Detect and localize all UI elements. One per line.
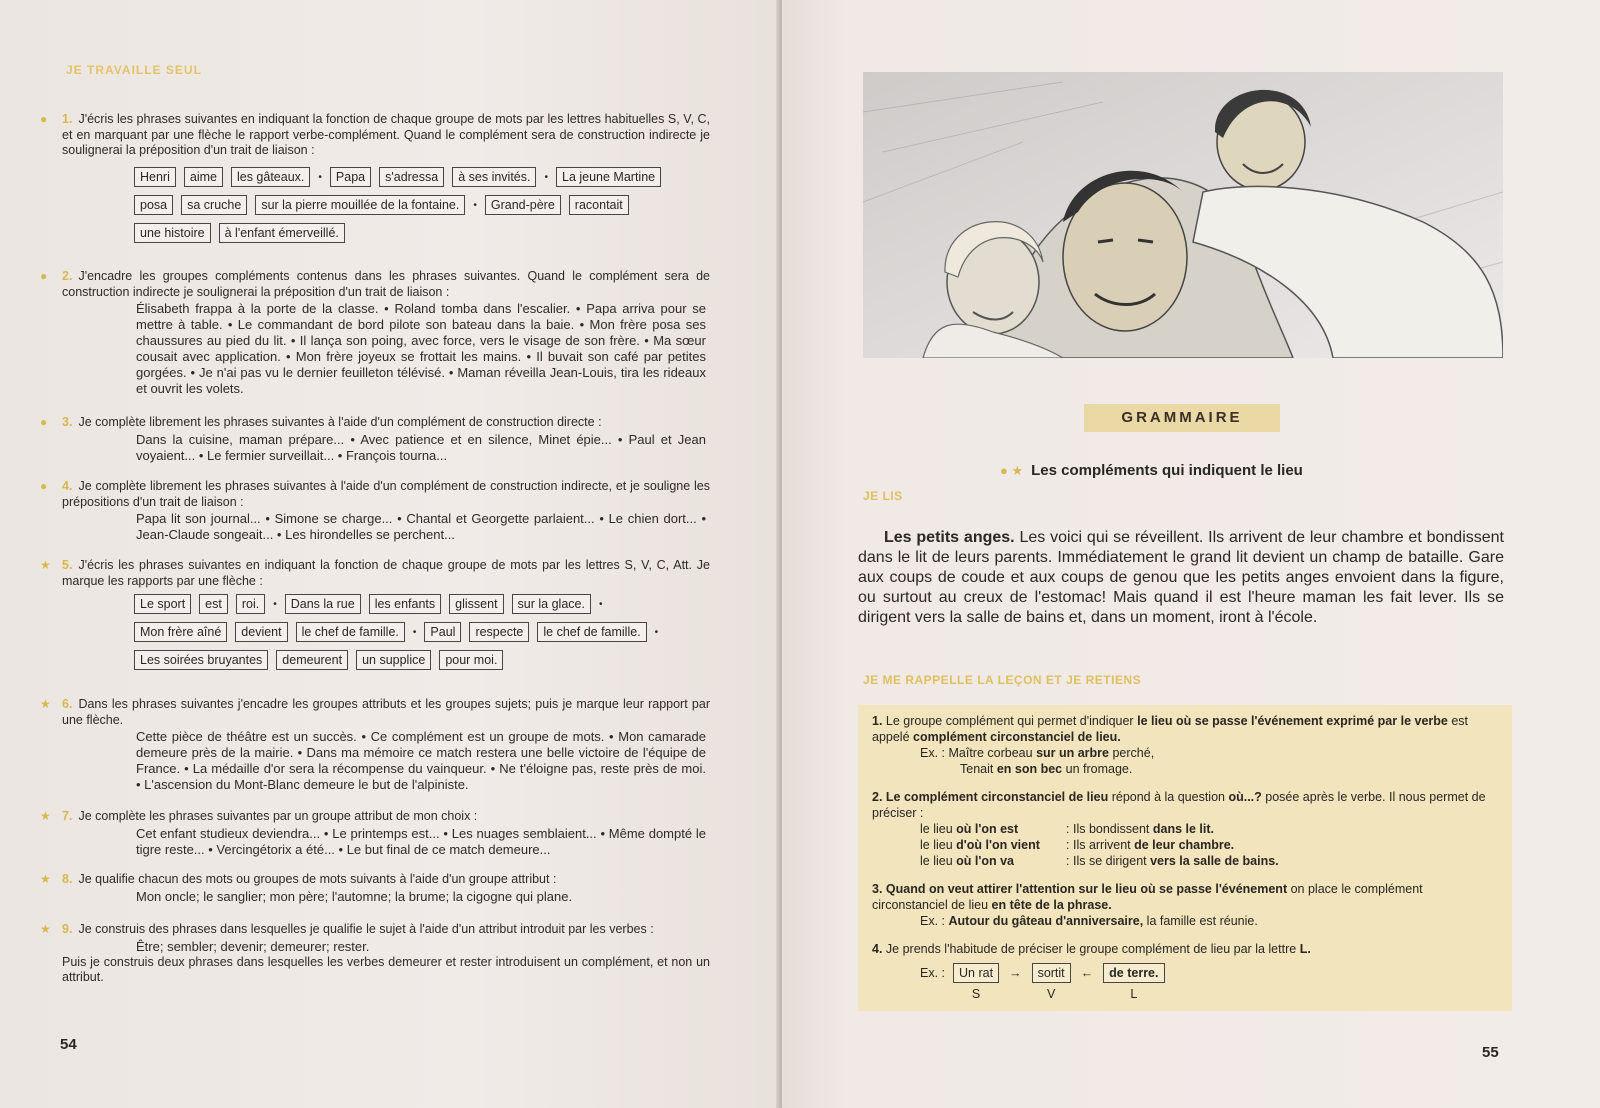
example-cell (953, 963, 999, 1002)
bullet-separator: • (654, 626, 659, 638)
word-box: Paul (424, 622, 461, 642)
exercise-body: Être; sembler; devenir; demeurer; rester. (136, 938, 370, 954)
box-row (134, 194, 704, 216)
word-box: glissent (449, 594, 503, 614)
word-box: est (199, 594, 228, 614)
exercise-3 (40, 415, 710, 464)
grammar-label: GRAMMAIRE (1084, 404, 1280, 432)
word-box: de terre. (1103, 963, 1164, 983)
bullet-dot-icon: ● (40, 269, 48, 283)
word-box: le chef de famille. (537, 622, 646, 642)
box-row (134, 222, 704, 244)
exercise-statement: Dans les phrases suivantes j'encadre les groupes attributs et les groupes sujets; puis je marque leur rapport par une flèche. (62, 697, 710, 727)
word-box: pour moi. (439, 650, 503, 670)
word-box: respecte (469, 622, 529, 642)
exercise-number: 8. (62, 872, 73, 886)
word-box: devient (235, 622, 287, 642)
word-box: Mon frère aîné (134, 622, 227, 642)
reading-text: Les voici qui se réveillent. Ils arrivent de leur chambre et bondissent dans le lit de leurs parents. Immédiatement le grand lit devient un champ de bataille. Gare aux coups de coude et aux coups de genou que les petits anges envoient dans la figure, ou surtout au creux de l'estomac! Mais quand il est l'heure maman les fait lever. Ils se dirigent vers la salle de bains et, dans un moment, iront à l'école. (858, 529, 1504, 626)
bullet-separator: • (473, 199, 477, 211)
word-box: racontait (569, 195, 629, 215)
recall-heading: JE ME RAPPELLE LA LEÇON ET JE RETIENS (863, 673, 1142, 687)
word-box: Papa (330, 167, 371, 187)
box-row (134, 621, 704, 643)
function-letter: L (1130, 987, 1138, 1001)
lesson-title (1000, 462, 1303, 479)
exercise-number: 5. (62, 558, 73, 572)
rule-1: 1. Le groupe complément qui permet d'indiquer le lieu où se passe l'événement exprimé par le verbe est appelé complément circonstanciel de lieu. Ex. : Maître corbeau sur un arbre perché, Tenait en son bec un fromage. (872, 714, 1469, 776)
exercise-number: 3. (62, 415, 73, 429)
dot-star-icon: ● ★ (1000, 463, 1024, 478)
family-illustration-icon (863, 72, 1503, 358)
exercise-9 (40, 922, 710, 986)
star-icon: ★ (40, 872, 51, 886)
word-box: sortit (1032, 963, 1071, 983)
reading-heading: JE LIS (863, 489, 903, 503)
exercise-body: Cet enfant studieux deviendra... • Le printemps est... • Les nuages semblaient... • Même dompté le tigre reste... • Vercingétorix a été... • Le but final de ce match demeure... (136, 825, 706, 857)
word-box: les enfants (369, 594, 441, 614)
section-title: JE TRAVAILLE SEUL (66, 63, 202, 77)
exercise-1 (40, 112, 710, 159)
word-box: les gâteaux. (231, 167, 310, 187)
word-box: sur la glace. (512, 594, 591, 614)
reading-passage (858, 528, 1504, 628)
word-box: sa cruche (181, 195, 247, 215)
exercise-5-boxes (134, 593, 704, 677)
exercise-statement: J'encadre les groupes compléments contenus dans les phrases suivantes. Quand le complément sera de construction indirecte je soulignerai la préposition d'un trait de liaison : (62, 269, 710, 299)
star-icon: ★ (40, 809, 51, 823)
word-box: Les soirées bruyantes (134, 650, 268, 670)
box-row (134, 166, 704, 188)
illustration (863, 72, 1503, 358)
exercise-number: 2. (62, 269, 73, 283)
word-box: Grand-père (485, 195, 561, 215)
word-box: à ses invités. (452, 167, 536, 187)
word-box: Henri (134, 167, 176, 187)
bullet-dot-icon: ● (40, 112, 48, 126)
exercise-statement: Je complète les phrases suivantes par un groupe attribut de mon choix : (78, 809, 478, 823)
word-box: un supplice (356, 650, 431, 670)
word-box: à l'enfant émerveillé. (219, 223, 345, 243)
example-cell (1032, 963, 1071, 1002)
exercise-6 (40, 697, 710, 793)
box-row (134, 593, 704, 615)
exercise-number: 4. (62, 479, 73, 493)
exercise-body: Élisabeth frappa à la porte de la classe. • Roland tomba dans l'escalier. • Papa arriva pour se mettre à table. • Le commandant de bord pilote son bateau dans la baie. • Mon frère posa ses chaussures au pied du lit. • Il lança son poing, avec force, vers le visage de son frère. • Ma sœur cousait avec application. • Mon frère joyeux se frottait les mains. • Il buvait son café par petites gorgées. • Je n'ai pas vu le dernier feuilleton télévisé. • Maman réveilla Jean-Louis, tira les rideaux et ouvrit les volets. (136, 301, 706, 396)
star-icon: ★ (40, 697, 51, 711)
word-box: Dans la rue (285, 594, 361, 614)
exercise-number: 1. (62, 112, 73, 126)
exercise-statement: J'écris les phrases suivantes en indiquant la fonction de chaque groupe de mots par les lettres habituelles S, V, C, et en marquant par une flèche le rapport verbe-complément. Quand le complément sera de construction indirecte je soulignerai la préposition d'un trait de liaison : (62, 112, 710, 157)
exercise-body: Cette pièce de théâtre est un succès. • Ce complément est un groupe de mots. • Mon camarade demeure près de la mairie. • Dans ma mémoire ce match restera une belle victoire de l'équipe de France. • La médaille d'or sera la récompense du vainqueur. • Ne t'éloigne pas, reste près de moi. • L'ascension du Mont-Blanc demeure le but de l'alpiniste. (136, 729, 706, 792)
word-box: une histoire (134, 223, 211, 243)
exercise-1-boxes (134, 166, 704, 250)
exercise-4 (40, 479, 710, 543)
exercise-5 (40, 558, 710, 589)
arrow-left-icon: ← (1080, 966, 1094, 980)
box-row (134, 649, 704, 671)
star-icon: ★ (40, 558, 51, 572)
bullet-separator: • (412, 626, 417, 638)
exercise-number: 7. (62, 809, 73, 823)
word-box: Un rat (953, 963, 999, 983)
star-icon: ★ (40, 922, 51, 936)
exercise-body: Dans la cuisine, maman prépare... • Avec patience et en silence, Minet épie... • Paul et Jean voyaient... • Le fermier surveillait... • François tourna... (136, 431, 706, 463)
bullet-separator: • (544, 171, 548, 183)
function-letter: S (971, 987, 981, 1001)
exercise-statement: Je construis des phrases dans lesquelles je qualifie le sujet à l'aide d'un attribut introduit par les verbes : (78, 922, 654, 936)
word-box: aime (184, 167, 223, 187)
bullet-separator: • (598, 598, 603, 610)
exercise-tail: Puis je construis deux phrases dans lesquelles les verbes demeurer et rester introduisent un complément, et non un attribut. (62, 954, 710, 984)
rule-3: 3. Quand on veut attirer l'attention sur le lieu où se passe l'événement on place le complément circonstanciel de lieu en tête de la phrase. Ex. : Autour du gâteau d'anniversaire, la famille est réunie. (872, 882, 1423, 928)
rules-box (858, 705, 1512, 1011)
word-box: La jeune Martine (556, 167, 661, 187)
bullet-separator: • (273, 598, 277, 610)
exercise-2 (40, 269, 710, 397)
word-box: posa (134, 195, 173, 215)
exercise-statement: Je complète librement les phrases suivantes à l'aide d'un complément de construction directe : (78, 415, 602, 429)
lesson-title-text: Les compléments qui indiquent le lieu (1031, 462, 1303, 479)
example-cell (1103, 963, 1164, 1002)
word-box: le chef de famille. (296, 622, 405, 642)
exercise-body: Papa lit son journal... • Simone se charge... • Chantal et Georgette parlaient... • Le chien dort... • Jean-Claude songeait... • Les hirondelles se perchent... (136, 511, 706, 542)
word-box: roi. (236, 594, 265, 614)
exercise-number: 6. (62, 697, 73, 711)
reading-title: Les petits anges. (884, 529, 1015, 546)
exercise-number: 9. (62, 922, 73, 936)
exercise-statement: J'écris les phrases suivantes en indiquant la fonction de chaque groupe de mots par les lettres S, V, C, Att. Je marque les rapports par une flèche : (62, 558, 710, 588)
page-number-left: 54 (60, 1036, 77, 1053)
page-number-right: 55 (1482, 1044, 1499, 1061)
bullet-dot-icon: ● (40, 415, 48, 429)
word-box: s'adressa (379, 167, 444, 187)
function-letter: V (1046, 987, 1056, 1001)
word-box: Le sport (134, 594, 191, 614)
exercise-statement: Je qualifie chacun des mots ou groupes de mots suivants à l'aide d'un groupe attribut : (78, 872, 557, 886)
exercise-7 (40, 809, 710, 858)
exercise-body: Mon oncle; le sanglier; mon père; l'automne; la brume; la cigogne qui plane. (136, 888, 573, 904)
bullet-dot-icon: ● (40, 479, 48, 493)
bullet-separator: • (318, 171, 322, 183)
arrow-right-icon: → (1009, 966, 1022, 980)
rule-2: 2. Le complément circonstanciel de lieu répond à la question où...? posée après le verbe. Il nous permet de préciser : le lieu où l'on est : Ils bondissent dans le lit. le lieu d'où l'on vient : Ils arrivent de leur chambre. le lieu où l'on va : Ils se dirigent vers la salle de bains. (872, 790, 1486, 868)
word-box: sur la pierre mouillée de la fontaine. (255, 195, 465, 215)
rule-4: 4. Je prends l'habitude de préciser le groupe complément de lieu par la lettre L. Ex. : Un rat S → sortit V ← de terre. L (872, 941, 1498, 1002)
word-box: demeurent (276, 650, 348, 670)
rule-4-example: Ex. : Un rat S → sortit V ← de terre. L (872, 963, 1498, 1002)
exercise-statement: Je complète librement les phrases suivantes à l'aide d'un complément de construction indirecte, et je souligne les prépositions d'un trait de liaison : (62, 479, 710, 509)
exercise-8 (40, 872, 710, 905)
